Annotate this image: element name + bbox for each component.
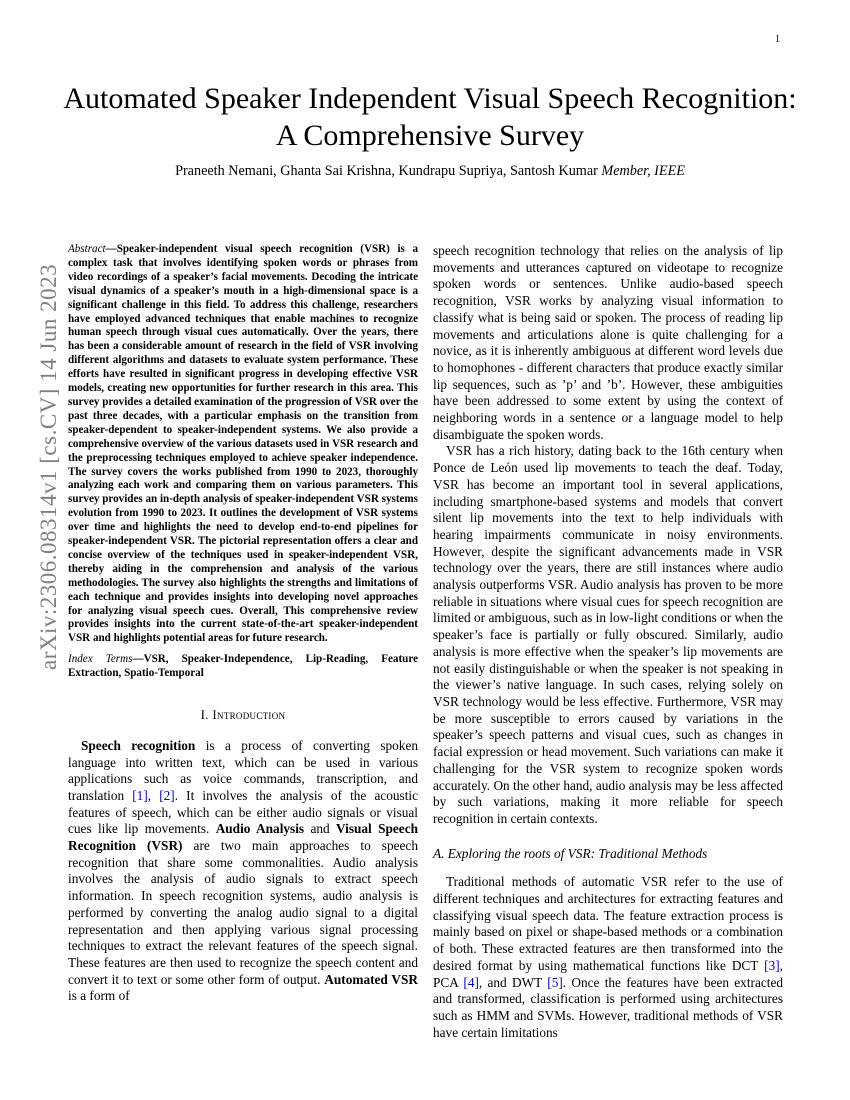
text-run: is a process of converting spoken language into written text, which can be used in various applications such as voice commands, transcription, and translation: [68, 737, 418, 803]
left-column: [68, 243, 418, 1005]
abstract-label: Abstract: [68, 243, 106, 255]
index-terms: [68, 653, 418, 681]
text-run: . It involves the analysis of the acoustic features of speech, which can be either audio signals or visual cues like lip movements.: [68, 787, 419, 837]
citation-link[interactable]: [4]: [463, 974, 479, 990]
vsr-history-paragraph: VSR has a rich history, dating back to the 16th century when Ponce de León used lip movements to teach the deaf. Today, VSR has become an important tool in several applications, including smartphone-based systems and models that convert silent lip movements into the text to help individuals with hearing impairments communicate in noisy environments. However, despite the significant advancements made in VSR technology over the years, there are still instances where audio analysis outperforms VSR. Audio analysis has proven to be more reliable in situations where visual cues for speech recognition are limited or ambiguous, such as in low-light conditions or when the speaker’s face is partially or fully obscured. Similarly, audio analysis is more effective when the speaker’s lip movements are not easily distinguishable or when the speaker is not speaking in the viewer’s native language. In such cases, relying solely on VSR technology would be less effective. Furthermore, VSR may be more susceptible to errors caused by variations in the speaker’s speech patterns and visual cues, such as changes in facial expression or head movement. Such variations can make it challenging for the VSR system to recognize spoken words accurately. On the other hand, audio analysis may be less affected by such variations, making it more reliable for speech recognition in certain contexts.: [433, 443, 783, 826]
citation-link[interactable]: [1]: [132, 787, 148, 803]
paper-title: Automated Speaker Independent Visual Speech Recognition: A Comprehensive Survey: [63, 82, 797, 152]
abstract-text: —Speaker-independent visual speech recognition (VSR) is a complex task that involves identifying spoken words or phrases from video recordings of a speaker’s facial movements. Decoding the intricate visual dynamics of a speaker’s mouth in a high-dimensional space is a significant challenge in this field. To address this challenge, researchers have employed advanced techniques that enable machines to recognize human speech through visual cues automatically. Over the years, there has been a considerable amount of research in the field of VSR involving different algorithms and datasets to evaluate system performance. These efforts have resulted in significant progress in developing effective VSR models, creating new opportunities for further research in this area. This survey provides a detailed examination of the progression of VSR over the past three decades, with a particular emphasis on the transition from speaker-dependent to speaker-independent systems. We also provide a comprehensive overview of the various datasets used in VSR research and the preprocessing techniques employed to achieve speaker independence. The survey covers the works published from 1990 to 2023, thoroughly analyzing each work and comparing them on various parameters. This survey provides an in-depth analysis of speaker-independent VSR systems evolution from 1990 to 2023. It outlines the development of VSR systems over time and highlights the need to develop end-to-end pipelines for speaker-independent VSR. The pictorial representation offers a clear and concise overview of the techniques used in speaker-independent VSR, thereby aiding in the comprehension and analysis of the various methodologies. The survey also highlights the strengths and limitations of each technique and provides insights into developing novel approaches for analyzing visual speech cues. Overall, This comprehensive review provides insights into the current state-of-the-art speaker-independent VSR and highlights potential areas for future research.: [68, 243, 418, 645]
traditional-methods-paragraph: [433, 874, 783, 1041]
text-run: are two main approaches to speech recognition that share some commonalities. Audio analysis involves the analysis of audio signals to extract speech information. In speech recognition systems, audio analysis is performed by converting the analog audio signal to a digital representation and then applying various signal processing techniques to extract the relevant features of the speech signal. These features are then used to recognize the speech content and convert it to text or some other form of output.: [68, 838, 418, 987]
section-heading-introduction: I. Introduction: [200, 707, 286, 723]
text-run: is a form of: [68, 988, 130, 1004]
subsection-heading-traditional-methods: A. Exploring the roots of VSR: Traditional Methods: [433, 845, 708, 861]
citation-link[interactable]: [5]: [547, 974, 563, 990]
term-audio-analysis: Audio Analysis: [215, 821, 305, 837]
term-automated-vsr: Automated VSR: [324, 971, 418, 987]
index-terms-label: Index Terms: [68, 653, 133, 666]
arxiv-identifier: arXiv:2306.08314v1 [cs.CV] 14 Jun 2023: [36, 263, 61, 670]
right-column: [433, 243, 783, 1041]
term-speech-recognition: Speech recognition: [81, 737, 196, 753]
author-line: [60, 163, 800, 180]
author-affiliation: Member, IEEE: [601, 163, 685, 179]
page-number: 1: [775, 34, 780, 45]
term-vsr: Visual Speech Recognition (VSR): [68, 821, 419, 854]
text-run: , PCA: [433, 957, 783, 990]
citation-link[interactable]: [2]: [159, 787, 175, 803]
text-run: and: [304, 821, 337, 837]
intro-paragraph: [68, 738, 418, 1005]
intro-paragraph-continued: speech recognition technology that relies on the analysis of lip movements and utterances captured on videotape to recognize spoken words or sentences. Unlike audio-based speech recognition, VSR works by analyzing visual information to classify what is being said or spoken. The process of reading lip movements and articulations alone is quite challenging for a novice, as it is inherently ambiguous at different word levels due to homophones - different characters that produce exactly similar lip sequences, such as ’p’ and ’b’. However, these ambiguities have been addressed to some extent by using the context of neighboring words in a sentence or a language model to help disambiguate the spoken words.: [433, 243, 783, 442]
author-names: Praneeth Nemani, Ghanta Sai Krishna, Kundrapu Supriya, Santosh Kumar: [175, 163, 598, 179]
text-run: ,: [147, 787, 160, 803]
text-run: Traditional methods of automatic VSR refer to the use of different techniques and architectures for extracting features and classifying visual speech data. The feature extraction process is mainly based on pixel or shape-based methods or a combination of both. These extracted features are then transformed into the desired format by using mathematical functions like DCT: [433, 874, 783, 973]
text-run: , and DWT: [478, 974, 548, 990]
citation-link[interactable]: [3]: [764, 957, 780, 973]
abstract: [68, 243, 418, 646]
index-terms-text: —VSR, Speaker-Independence, Lip-Reading, Feature Extraction, Spatio-Temporal: [68, 653, 418, 680]
text-run: . Once the features have been extracted and transformed, classification is performed using architectures such as HMM and SVMs. However, traditional methods of VSR have certain limitations: [433, 974, 784, 1040]
